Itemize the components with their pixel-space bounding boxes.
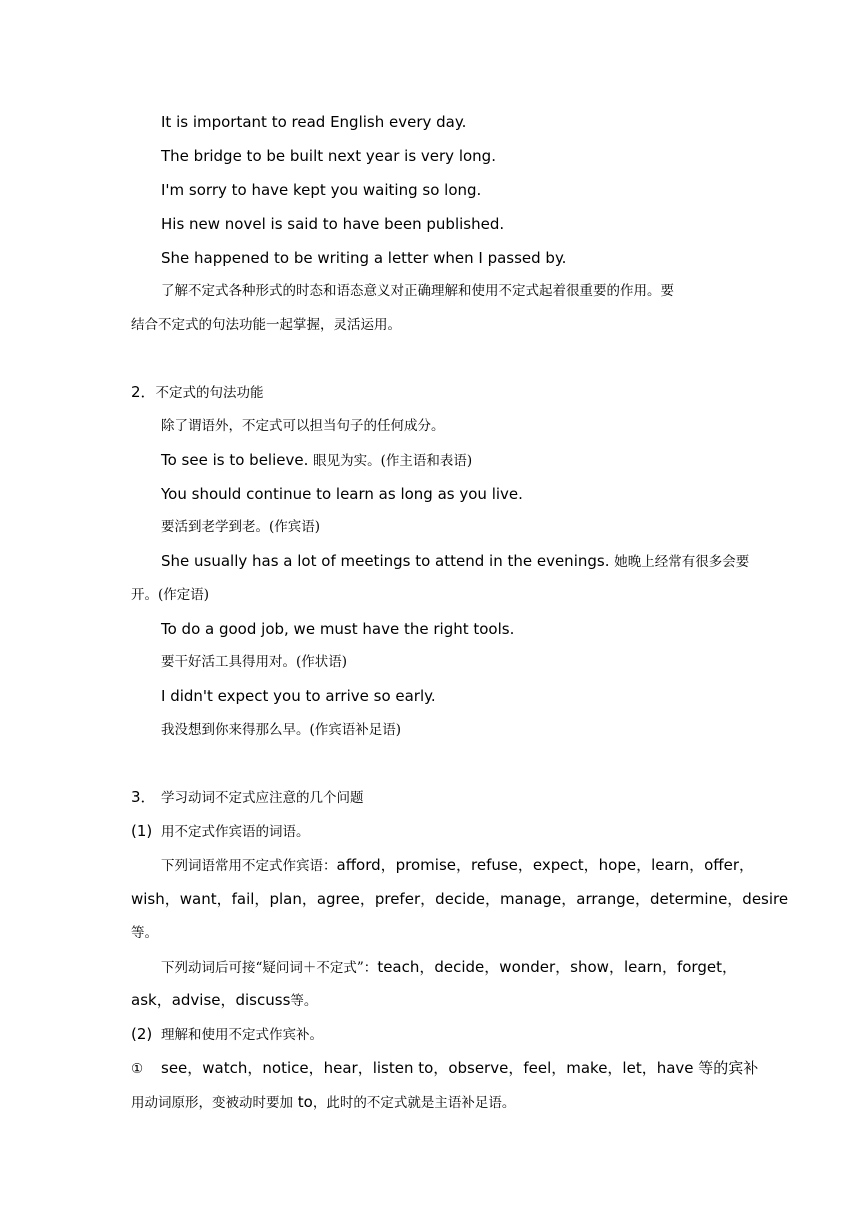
circled-1-mark: ① (131, 1061, 144, 1077)
point-1-line-5-en: ask，advise，discuss (131, 991, 291, 1009)
verb-hear: hear， (323, 1059, 373, 1077)
verb-offer: offer， (704, 856, 754, 874)
verb-agree: agree， (316, 890, 375, 908)
function-example-4-cn: 要干好活工具得用对。(作状语) (161, 654, 348, 670)
verb-desire: desire (742, 890, 789, 908)
point-1-number: (1) (131, 822, 153, 840)
verb-let: let， (622, 1059, 657, 1077)
point-1-line-1-cn: 下列词语常用不定式作宾语： (161, 858, 337, 874)
verb-wonder: wonder， (499, 958, 571, 976)
function-example-5-en: I didn't expect you to arrive so early. (161, 687, 436, 705)
point-2-title: 理解和使用不定式作宾补。 (161, 1027, 323, 1043)
point-1-line-4-cn: 下列动词后可接“疑问词＋不定式”： (161, 960, 378, 976)
verb-teach: teach， (377, 958, 435, 976)
function-example-3-en: She usually has a lot of meetings to attend in the evenings. (161, 552, 610, 570)
function-example-2-cn: 要活到老学到老。(作宾语) (161, 519, 321, 535)
verb-plan: plan， (269, 890, 317, 908)
point-1-title: 用不定式作宾语的词语。 (161, 824, 310, 840)
verb-forget: forget， (676, 958, 737, 976)
point-1-line-5 (131, 989, 317, 1012)
function-example-1-cn: 眼见为实。(作主语和表语) (313, 453, 473, 469)
function-example-4-en: To do a good job, we must have the right tools. (161, 620, 515, 638)
function-example-5-cn: 我没想到你来得那么早。(作宾语补足语) (161, 722, 402, 738)
example-sentence-5: She happened to be writing a letter when I passed by. (161, 249, 567, 267)
circled-1-line-2-to: to (297, 1093, 313, 1111)
section-3-heading (131, 786, 364, 809)
verb-determine: determine， (650, 890, 743, 908)
verb-feel: feel， (523, 1059, 567, 1077)
example-sentence-1: It is important to read English every day. (161, 113, 467, 131)
circled-1-line-2-a: 用动词原形，变被动时要加 (131, 1095, 293, 1111)
verb-have-tail: have 等的宾补 (656, 1059, 759, 1077)
verb-learn: learn， (651, 856, 705, 874)
verb-decide: decide， (435, 890, 501, 908)
function-example-1 (161, 449, 472, 472)
verb-see: see， (161, 1059, 203, 1077)
verb-wish: wish， (131, 890, 180, 908)
point-2-heading (131, 1023, 323, 1046)
point-1-line-5-cn: 等。 (290, 993, 318, 1009)
circled-1-line-1 (131, 1057, 759, 1080)
point-1-line-2 (131, 888, 789, 910)
section-3-title: 学习动词不定式应注意的几个问题 (161, 790, 364, 806)
verb-watch: watch， (202, 1059, 263, 1077)
section-2-title: 不定式的句法功能 (155, 385, 264, 401)
example-sentence-4: His new novel is said to have been published. (161, 215, 505, 233)
section-2-intro: 除了谓语外，不定式可以担当句子的任何成分。 (161, 418, 445, 434)
verb-notice: notice， (262, 1059, 324, 1077)
point-1-line-1 (161, 854, 754, 877)
verb-manage: manage， (500, 890, 577, 908)
function-example-3-cn-cont: 开。(作定语) (131, 587, 210, 603)
verb-want: want， (179, 890, 232, 908)
verb-hope: hope， (598, 856, 652, 874)
point-1-line-4 (161, 956, 737, 979)
verb-make: make， (566, 1059, 623, 1077)
function-example-3 (161, 550, 749, 573)
verb-listen-to: listen to， (372, 1059, 449, 1077)
point-1-line-3: 等。 (131, 925, 158, 941)
section-3-number: 3． (131, 788, 156, 806)
point-1-heading (131, 820, 310, 843)
verb-fail: fail， (231, 890, 270, 908)
function-example-1-en: To see is to believe. (161, 451, 309, 469)
verb-prefer: prefer， (374, 890, 436, 908)
section-2-number: 2． (131, 383, 156, 401)
verb-expect: expect， (532, 856, 599, 874)
function-example-2-en: You should continue to learn as long as you live. (161, 485, 523, 503)
verb-show: show， (570, 958, 624, 976)
verb-refuse: refuse， (471, 856, 533, 874)
summary-line-1: 了解不定式各种形式的时态和语态意义对正确理解和使用不定式起着很重要的作用。要 (161, 283, 674, 299)
verb-afford: afford， (336, 856, 396, 874)
summary-line-2: 结合不定式的句法功能一起掌握，灵活运用。 (131, 317, 401, 333)
function-example-3-cn: 她晚上经常有很多会要 (614, 554, 750, 570)
point-2-number: (2) (131, 1025, 153, 1043)
verb-decide-2: decide， (434, 958, 500, 976)
verb-promise: promise， (395, 856, 471, 874)
circled-1-line-2 (131, 1091, 515, 1114)
verb-learn-2: learn， (623, 958, 677, 976)
circled-1-line-2-b: ，此时的不定式就是主语补足语。 (312, 1095, 516, 1111)
example-sentence-3: I'm sorry to have kept you waiting so long. (161, 181, 482, 199)
example-sentence-2: The bridge to be built next year is very long. (161, 147, 496, 165)
section-2-heading (131, 381, 264, 404)
verb-observe: observe， (448, 1059, 524, 1077)
verb-arrange: arrange， (576, 890, 651, 908)
